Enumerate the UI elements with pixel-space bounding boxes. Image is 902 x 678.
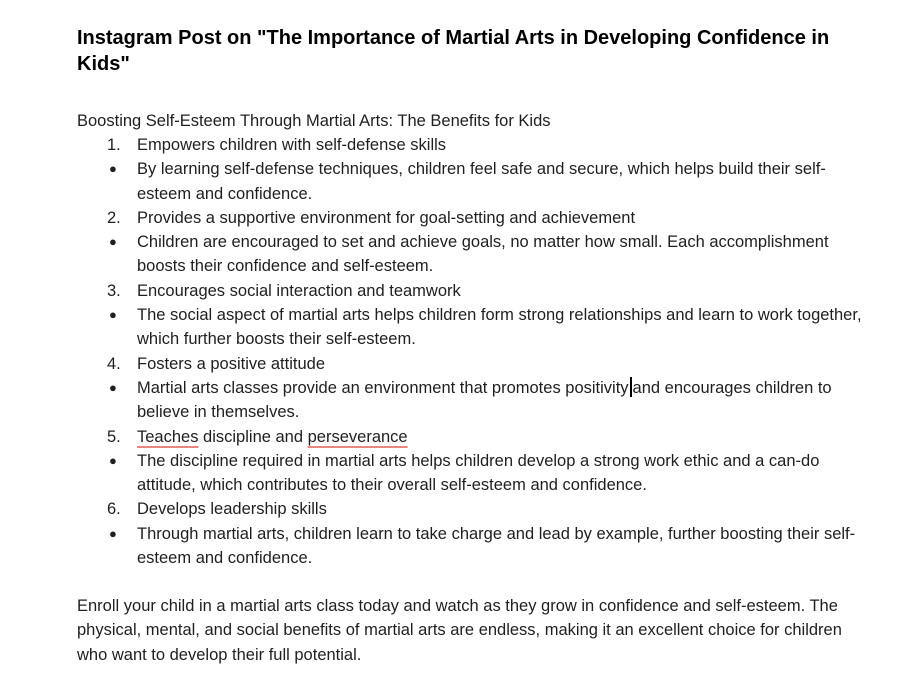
list-item-text-before-cursor: Martial arts classes provide an environment that promotes positivity — [137, 378, 629, 397]
list-item-text: Encourages social interaction and teamwork — [137, 281, 461, 300]
list-item — [77, 449, 867, 498]
bullet-icon: ● — [109, 452, 117, 468]
bullet-icon: ● — [109, 525, 117, 541]
text-cursor — [630, 377, 632, 397]
closing-paragraph: Enroll your child in a martial arts class today and watch as they grow in confidence and self-esteem. The physical, mental, and social benefits of martial arts are endless, making it an excellent choice for children who want to develop their full potential. — [77, 597, 842, 664]
list-item-text: Through martial arts, children learn to take charge and lead by example, further boosting their self-esteem and confidence. — [137, 524, 856, 568]
bullet-icon: ● — [109, 307, 117, 323]
list-item — [77, 133, 867, 157]
list-item-text: Children are encouraged to set and achieve goals, no matter how small. Each accomplishment boosts their confidence and self-esteem. — [137, 233, 829, 276]
list-item — [77, 206, 867, 230]
list-item-text: By learning self-defense techniques, children feel safe and secure, which helps build their self-esteem and confidence. — [137, 160, 826, 203]
list-item-text: Fosters a positive attitude — [137, 354, 326, 373]
misspelled-word[interactable]: perseverance — [307, 427, 408, 446]
list-item-text: The social aspect of martial arts helps children form strong relationships and learn to work together, which further boosts their self-esteem. — [137, 306, 862, 349]
list-item — [77, 522, 867, 571]
misspelled-word[interactable]: Teaches — [137, 427, 199, 446]
list-number: 5. — [107, 427, 121, 446]
list-item-text-after-cursor: and encourages children to believe in themselves. — [137, 378, 832, 422]
list-item-text: discipline and — [198, 427, 308, 446]
list-item-text: Develops leadership skills — [137, 500, 327, 519]
list-number: 2. — [107, 208, 121, 227]
list-item — [77, 230, 867, 279]
list-item — [77, 157, 867, 206]
list-number: 3. — [107, 281, 121, 300]
bullet-icon: ● — [109, 161, 117, 177]
list-number: 4. — [107, 354, 121, 373]
list-item-text: The discipline required in martial arts helps children develop a strong work ethic and a can-do attitude, which contributes to their overall self-esteem and confidence. — [137, 451, 820, 495]
bullet-icon: ● — [109, 234, 117, 250]
list-number: 1. — [107, 136, 121, 154]
benefits-list — [77, 133, 867, 570]
document-subtitle: Boosting Self-Esteem Through Martial Arts: The Benefits for Kids — [77, 112, 551, 130]
list-item — [77, 352, 867, 376]
list-item — [77, 279, 867, 303]
list-item-text: Empowers children with self-defense skills — [137, 136, 447, 154]
list-number: 6. — [107, 500, 121, 519]
bullet-icon: ● — [109, 379, 117, 395]
list-item — [77, 303, 867, 352]
list-item — [77, 376, 867, 425]
list-item-text: Provides a supportive environment for goal-setting and achievement — [137, 208, 636, 227]
document-title: Instagram Post on "The Importance of Martial Arts in Developing Confidence in Kids" — [77, 27, 830, 75]
list-item — [77, 497, 867, 521]
list-item — [77, 425, 867, 449]
